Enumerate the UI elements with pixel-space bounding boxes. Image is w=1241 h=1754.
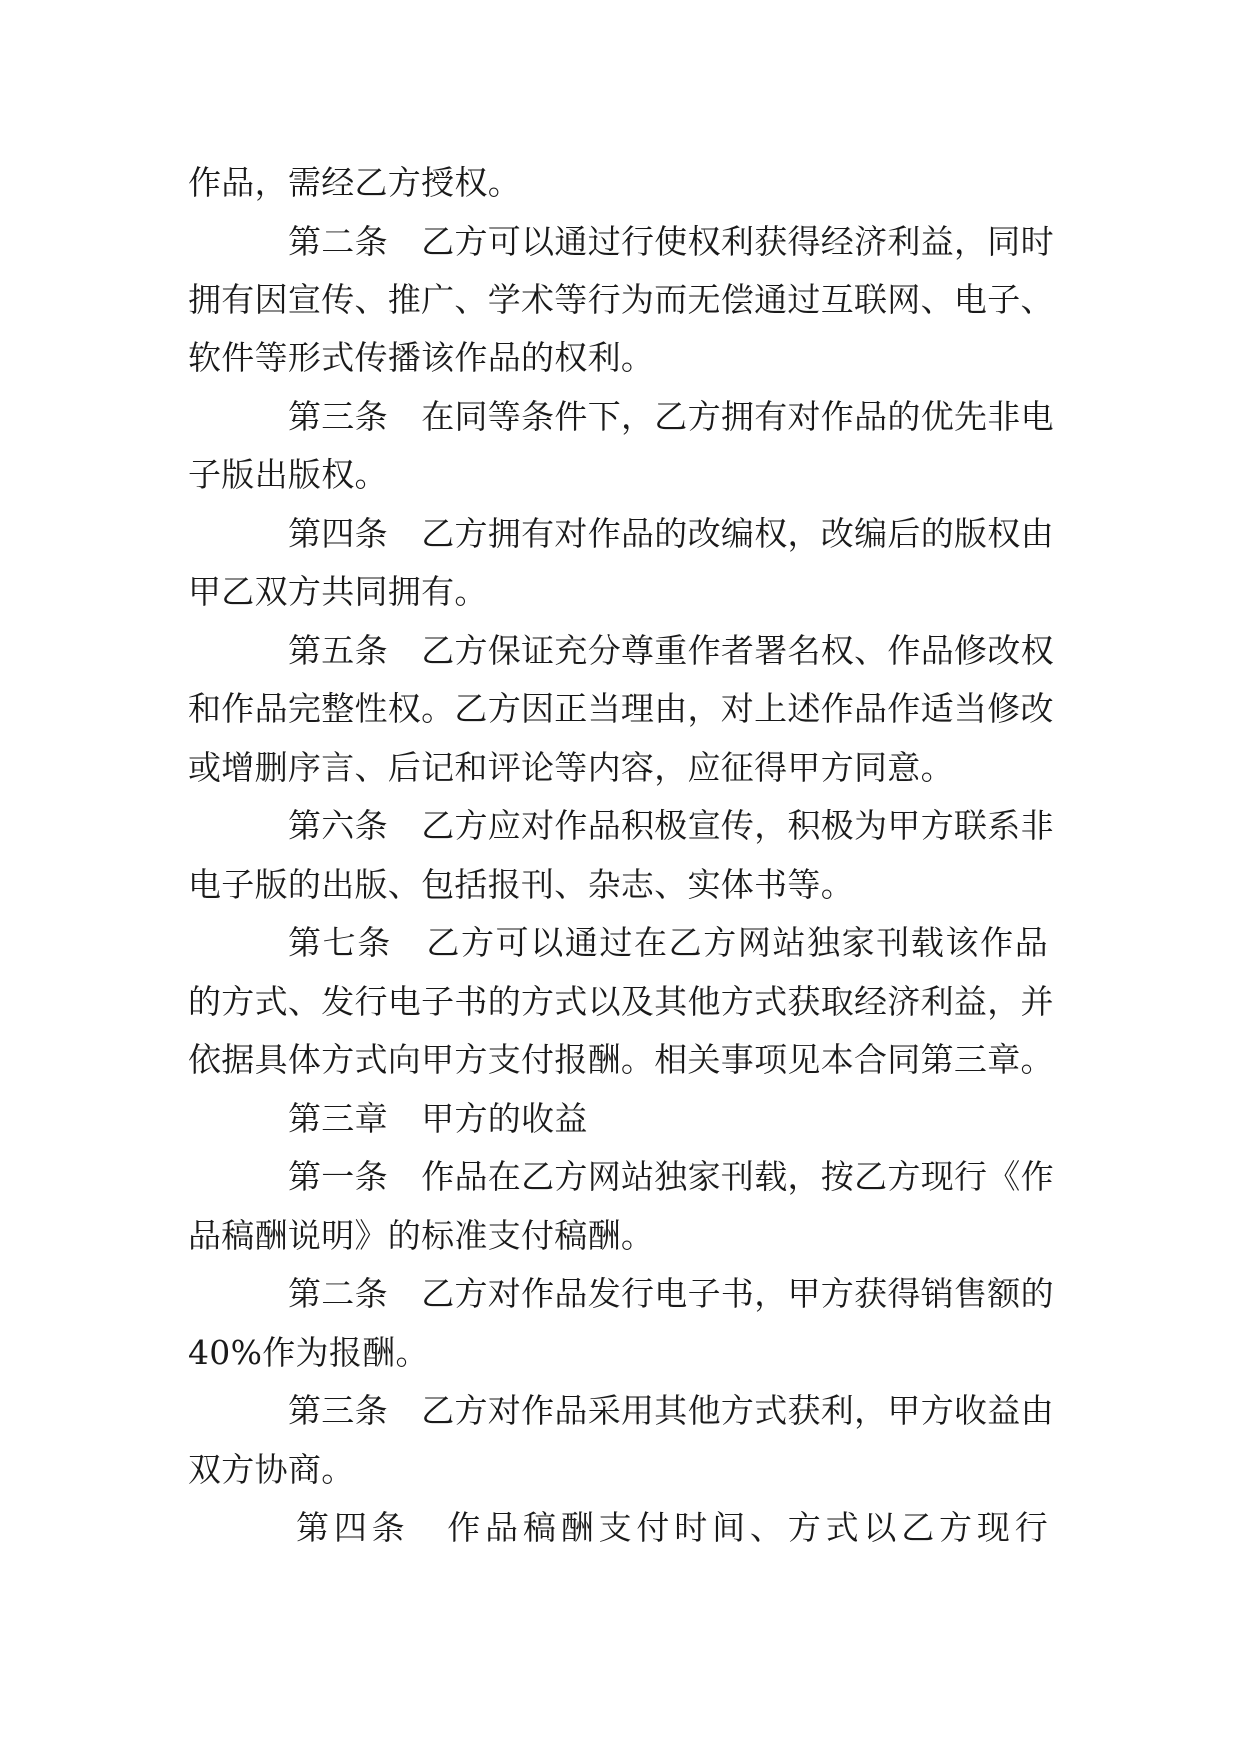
text-line: 第四条 乙方拥有对作品的改编权，改编后的版权由 bbox=[288, 514, 1054, 553]
text-line: 第一条 作品在乙方网站独家刊载，按乙方现行《作 bbox=[288, 1157, 1054, 1196]
text-line: 第三条 在同等条件下，乙方拥有对作品的优先非电 bbox=[288, 397, 1054, 436]
text-line: 第二条 乙方对作品发行电子书，甲方获得销售额的 bbox=[288, 1274, 1054, 1313]
text-line: 第四条 作品稿酬支付时间、方式以乙方现行 bbox=[296, 1508, 1048, 1547]
text-line: 双方协商。 bbox=[188, 1450, 355, 1489]
text-line: 和作品完整性权。乙方因正当理由，对上述作品作适当修改 bbox=[188, 689, 1054, 728]
text-line: 或增删序言、后记和评论等内容，应征得甲方同意。 bbox=[188, 748, 954, 787]
text-line: 第七条 乙方可以通过在乙方网站独家刊载该作品 bbox=[288, 923, 1048, 962]
text-line: 第五条 乙方保证充分尊重作者署名权、作品修改权 bbox=[288, 631, 1054, 670]
chapter-heading: 第三章 甲方的收益 bbox=[288, 1099, 588, 1138]
text-line: 电子版的出版、包括报刊、杂志、实体书等。 bbox=[188, 865, 854, 904]
text-line: 拥有因宣传、推广、学术等行为而无偿通过互联网、电子、 bbox=[188, 280, 1054, 319]
text-line: 第三条 乙方对作品采用其他方式获利，甲方收益由 bbox=[288, 1391, 1054, 1430]
text-line: 的方式、发行电子书的方式以及其他方式获取经济利益，并 bbox=[188, 982, 1054, 1021]
text-line: 甲乙双方共同拥有。 bbox=[188, 572, 488, 611]
text-line: 作品，需经乙方授权。 bbox=[188, 163, 521, 202]
text-line: 第二条 乙方可以通过行使权利获得经济利益，同时 bbox=[288, 222, 1054, 261]
text-line: 依据具体方式向甲方支付报酬。相关事项见本合同第三章。 bbox=[188, 1040, 1054, 1079]
text-line: 子版出版权。 bbox=[188, 455, 388, 494]
text-line: 第六条 乙方应对作品积极宣传，积极为甲方联系非 bbox=[288, 806, 1054, 845]
text-line: 软件等形式传播该作品的权利。 bbox=[188, 338, 655, 377]
text-line: 40%作为报酬。 bbox=[188, 1333, 429, 1372]
text-line: 品稿酬说明》的标准支付稿酬。 bbox=[188, 1216, 655, 1255]
